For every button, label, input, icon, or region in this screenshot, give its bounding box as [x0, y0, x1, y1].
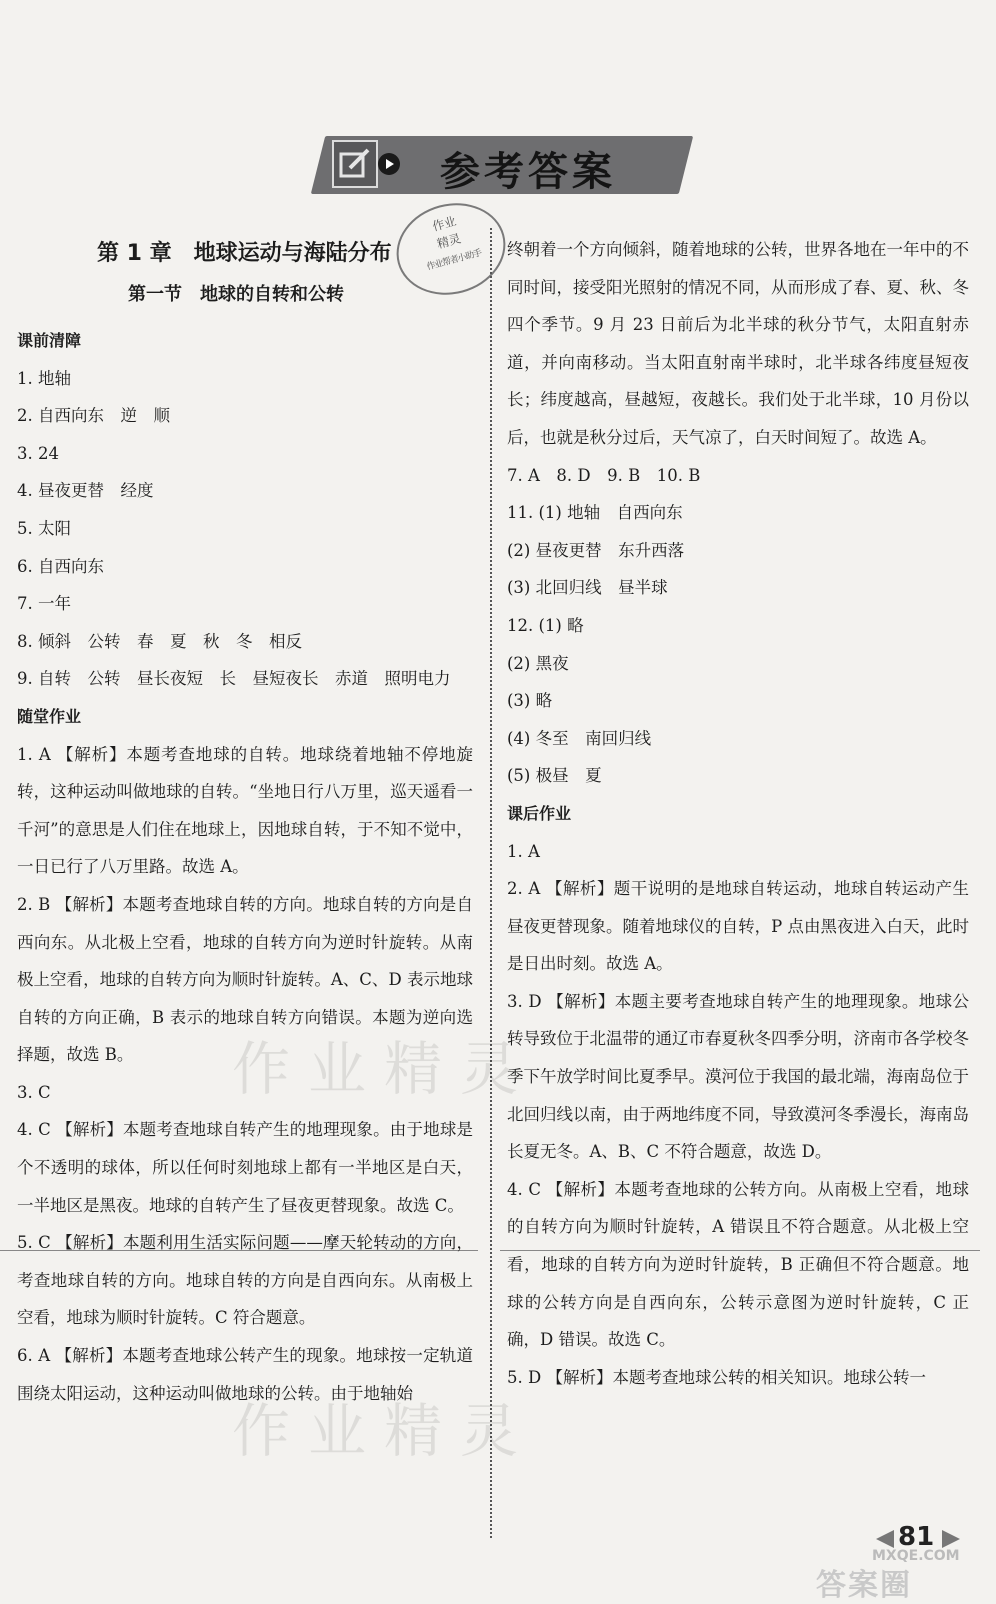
answer-item: 2. B 【解析】本题考查地球自转的方向。地球自转的方向是自西向东。从北极上空看，地球的自转方向为逆时针旋转。从南极上空看，地球的自转方向为顺时针旋转。A、C、D 表示地球自转的方向正确，B 表示的地球自转方向错误。本题为逆向选择题，故选 B。 [17, 894, 473, 1065]
answer-item: 6. 自西向东 [17, 556, 104, 576]
banner-title: 参考答案 [440, 149, 616, 195]
edit-icon [332, 140, 378, 188]
answer-item: 4. C 【解析】本题考查地球的公转方向。从南极上空看，地球的自转方向为顺时针旋转，A 错误且不符合题意。从北极上空看，地球的自转方向为逆时针旋转，B 正确但不符合题意。地球的公转方向是自西向东，公转示意图为逆时针旋转，C 正确，D 错误。故选 C。 [507, 1179, 969, 1350]
answer-item: 11. (1) 地轴 自西向东 [507, 503, 683, 523]
watermark-text: 作业精灵 [232, 1035, 537, 1103]
section-heading: 随堂作业 [17, 706, 82, 726]
column-divider [490, 228, 492, 1538]
answer-item: (2) 昼夜更替 东升西落 [507, 540, 685, 560]
answer-item: 7. A 8. D 9. B 10. B [507, 465, 701, 485]
left-answer-column [17, 322, 473, 1412]
answer-item: (3) 北回归线 昼半球 [507, 578, 668, 598]
next-arrow-icon [942, 1530, 960, 1548]
answer-item: 4. 昼夜更替 经度 [17, 481, 154, 501]
chapter-title: 第 1 章 地球运动与海陆分布 [97, 241, 392, 266]
answer-item: 1. 地轴 [17, 368, 71, 388]
right-answer-column [507, 231, 969, 1396]
answer-item: 3. 24 [17, 443, 59, 463]
answer-item: 3. D 【解析】本题主要考查地球自转产生的地理现象。地球公转导致位于北温带的通辽市春夏秋冬四季分明，济南市各学校冬季下午放学时间比夏季早。漠河位于我国的最北端，海南岛位于北回归线以南，由于两地纬度不同，导致漠河冬季漫长，海南岛长夏无冬。A、B、C 不符合题意，故选 D。 [507, 991, 969, 1162]
answer-item: 9. 自转 公转 昼长夜短 长 昼短夜长 赤道 照明电力 [17, 669, 451, 689]
watermark-stamp: 作业 精灵 作业帮者小助手 [386, 191, 516, 306]
answer-item: (5) 极昼 夏 [507, 766, 602, 786]
answer-item: 5. C 【解析】本题利用生活实际问题——摩天轮转动的方向，考查地球自转的方向。地球自转的方向是自西向东。从南极上空看，地球为顺时针旋转。C 符合题意。 [17, 1233, 473, 1328]
answer-item: 1. A 【解析】本题考查地球的自转。地球绕着地轴不停地旋转，这种运动叫做地球的自转。“坐地日行八万里，巡天遥看一千河”的意思是人们住在地球上，因地球自转，于不知不觉中，一日已行了八万里路。故选 A。 [17, 744, 473, 877]
section-title: 第一节 地球的自转和公转 [128, 284, 344, 305]
answer-item: (4) 冬至 南回归线 [507, 728, 652, 748]
site-logo: 答案圈 [816, 1568, 912, 1603]
section-heading: 课前清障 [17, 331, 82, 350]
answer-item: 7. 一年 [17, 594, 71, 614]
answer-item: 6. A 【解析】本题考查地球公转产生的现象。地球按一定轨道围绕太阳运动，这种运动叫做地球的公转。由于地轴始 [17, 1346, 473, 1403]
watermark-text: 作业精灵 [232, 1397, 537, 1465]
section-heading: 课后作业 [507, 803, 572, 823]
answer-item: 2. A 【解析】题干说明的是地球自转运动，地球自转运动产生昼夜更替现象。随着地球仪的自转，P 点由黑夜进入白天，此时是日出时刻。故选 A。 [507, 879, 969, 974]
answer-item: 终朝着一个方向倾斜，随着地球的公转，世界各地在一年中的不同时间，接受阳光照射的情况不同，从而形成了春、夏、秋、冬四个季节。9 月 23 日前后为北半球的秋分节气，太阳直射赤道，并向南移动。当太阳直射南半球时，北半球各纬度昼短夜长；纬度越高，昼越短，夜越长。我们处于北半球，10 月份以后，也就是秋分过后，天气凉了，白天时间短了。故选 A。 [507, 240, 969, 447]
answer-item: 2. 自西向东 逆 顺 [17, 406, 170, 426]
prev-arrow-icon [876, 1530, 894, 1548]
answer-item: 5. 太阳 [17, 518, 71, 538]
site-url: MXQE.COM [872, 1548, 960, 1564]
answer-item: 12. (1) 略 [507, 615, 584, 635]
answer-item: 1. A [507, 841, 540, 861]
answer-item: (3) 略 [507, 691, 553, 711]
page-number: 81 [898, 1522, 935, 1552]
answer-item: 3. C [17, 1082, 51, 1102]
answer-item: (2) 黑夜 [507, 653, 569, 673]
answer-item: 5. D 【解析】本题考查地球公转的相关知识。地球公转一 [507, 1367, 926, 1387]
answer-item: 4. C 【解析】本题考查地球自转产生的地理现象。由于地球是个不透明的球体，所以任何时刻地球上都有一半地区是白天，一半地区是黑夜。地球的自转产生了昼夜更替现象。故选 C。 [17, 1120, 473, 1215]
play-icon [378, 153, 400, 175]
answer-item: 8. 倾斜 公转 春 夏 秋 冬 相反 [17, 631, 302, 651]
